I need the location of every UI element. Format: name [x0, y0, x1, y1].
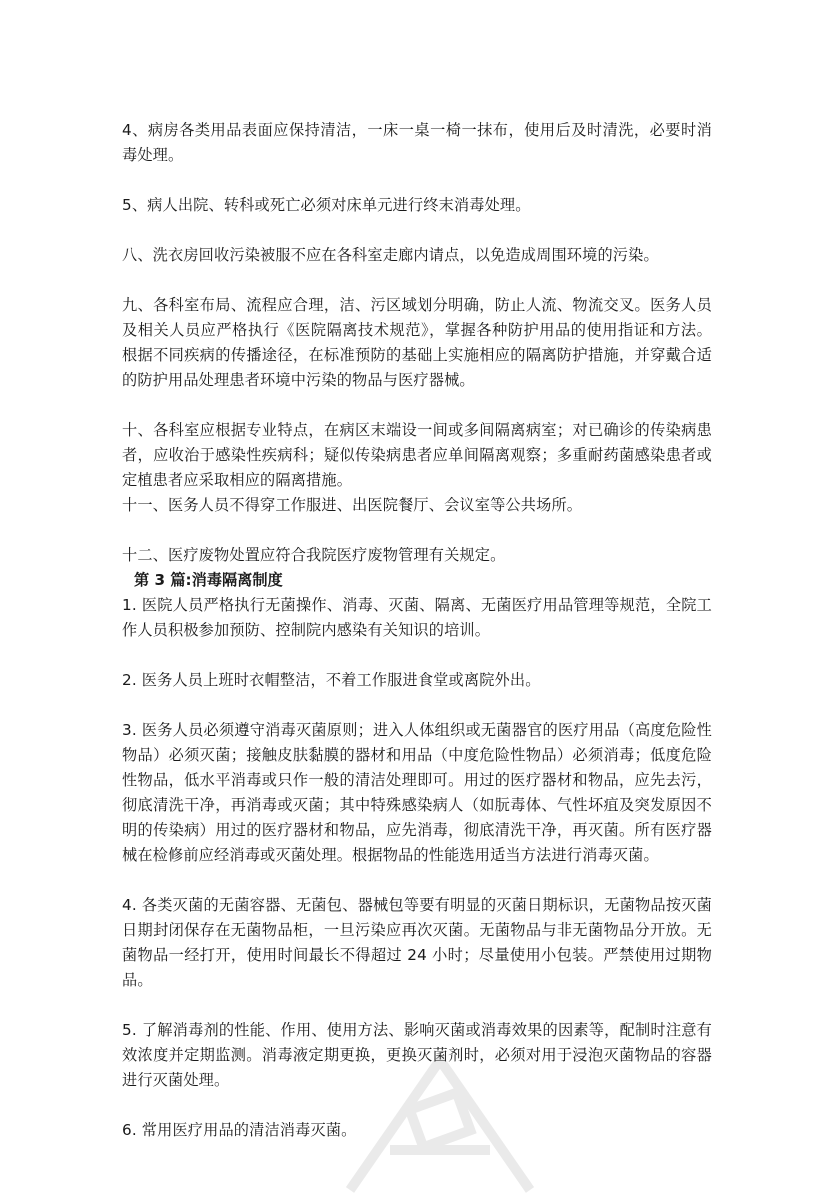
document-page: [122, 118, 712, 1143]
section-item-1: 1. 医院人员严格执行无菌操作、消毒、灭菌、隔离、无菌医疗用品管理等规范，全院工作人员积极参加预防、控制院内感染有关知识的培训。: [122, 596, 712, 639]
section-heading: 第 3 篇:消毒隔离制度: [134, 571, 283, 589]
paragraph-11-work-clothes: 十一、医务人员不得穿工作服进、出医院餐厅、会议室等公共场所。: [122, 496, 583, 514]
paragraph-5-terminal-disinfection: 5、病人出院、转科或死亡必须对床单元进行终末消毒处理。: [122, 196, 531, 214]
paragraph-9-layout: 九、各科室布局、流程应合理，洁、污区域划分明确，防止人流、物流交叉。医务人员及相关人员应严格执行《医院隔离技术规范》，掌握各种防护用品的使用指证和方法。根据不同疾病的传播途径，在标准预防的基础上实施相应的隔离防护措施，并穿戴合适的防护用品处理患者环境中污染的物品与医疗器械。: [122, 296, 712, 389]
section-item-4: 4. 各类灭菌的无菌容器、无菌包、器械包等要有明显的灭菌日期标识，无菌物品按灭菌日期封闭保存在无菌物品柜，一旦污染应再次灭菌。无菌物品与非无菌物品分开放。无菌物品一经打开，使用时间最长不得超过 24 小时；尽量使用小包装。严禁使用过期物品。: [122, 896, 712, 989]
section-item-5: 5. 了解消毒剂的性能、作用、使用方法、影响灭菌或消毒效果的因素等，配制时注意有效浓度并定期监测。消毒液定期更换，更换灭菌剂时，必须对用于浸泡灭菌物品的容器进行灭菌处理。: [122, 1021, 712, 1089]
section-item-3: 3. 医务人员必须遵守消毒灭菌原则；进入人体组织或无菌器官的医疗用品（高度危险性物品）必须灭菌；接触皮肤黏膜的器材和用品（中度危险性物品）必须消毒；低度危险性物品，低水平消毒或只作一般的清洁处理即可。用过的医疗器材和物品，应先去污，彻底清洗干净，再消毒或灭菌；其中特殊感染病人（如朊毒体、气性坏疽及突发原因不明的传染病）用过的医疗器材和物品，应先消毒，彻底清洗干净，再灭菌。所有医疗器械在检修前应经消毒或灭菌处理。根据物品的性能选用适当方法进行消毒灭菌。: [122, 721, 712, 864]
paragraph-4-cleaning: 4、病房各类用品表面应保持清洁，一床一桌一椅一抹布，使用后及时清洗，必要时消毒处理。: [122, 121, 712, 164]
paragraph-8-laundry: 八、洗衣房回收污染被服不应在各科室走廊内请点，以免造成周围环境的污染。: [122, 246, 659, 264]
section-item-6: 6. 常用医疗用品的清洁消毒灭菌。: [122, 1121, 357, 1139]
paragraph-12-medical-waste: 十二、医疗废物处置应符合我院医疗废物管理有关规定。: [122, 546, 506, 564]
section-item-2: 2. 医务人员上班时衣帽整洁，不着工作服进食堂或离院外出。: [122, 671, 541, 689]
paragraph-10-isolation-ward: 十、各科室应根据专业特点，在病区末端设一间或多间隔离病室；对已确诊的传染病患者，应收治于感染性疾病科；疑似传染病患者应单间隔离观察；多重耐药菌感染患者或定植患者应采取相应的隔离措施。: [122, 421, 712, 489]
